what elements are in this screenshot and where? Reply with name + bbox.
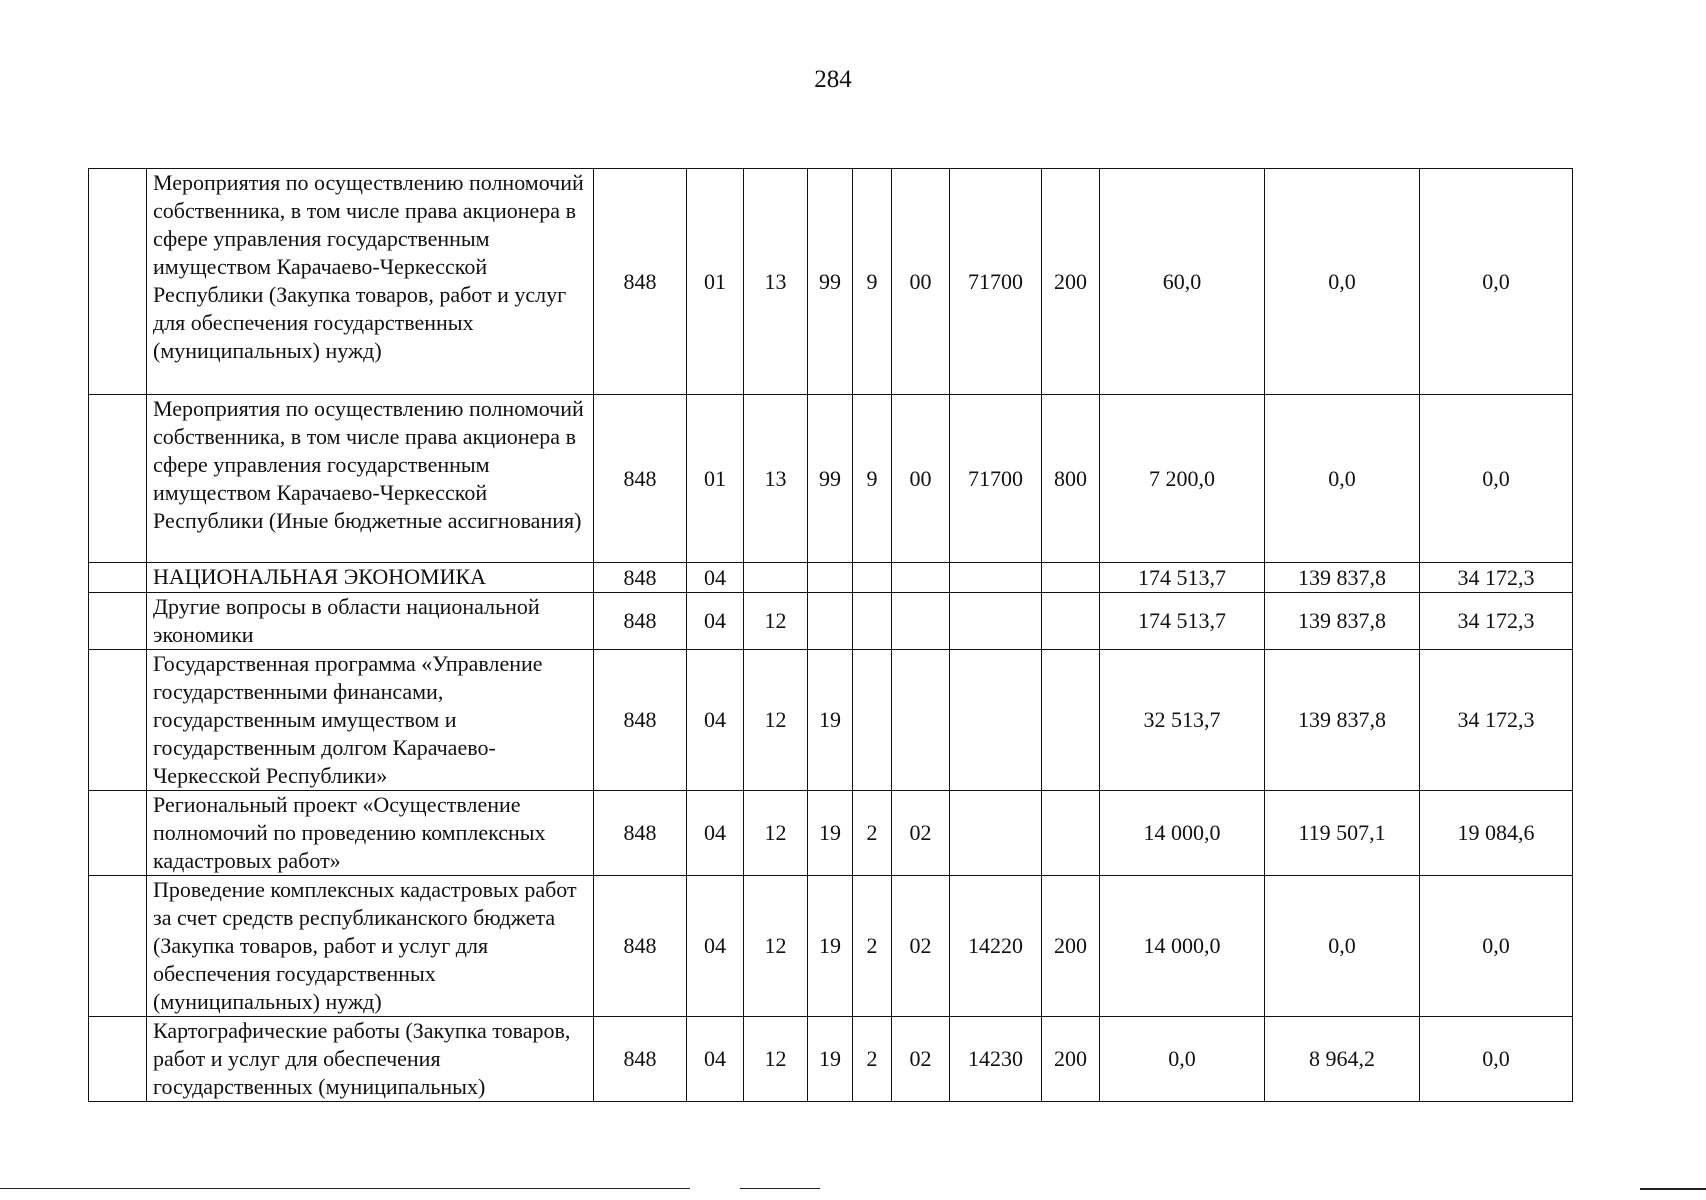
cell-event: 02	[892, 876, 950, 1017]
cell-ministry: 848	[594, 876, 687, 1017]
row-index-cell	[89, 650, 147, 791]
table-body	[89, 169, 1573, 1102]
row-index-cell	[89, 791, 147, 876]
cell-direction	[950, 650, 1042, 791]
cell-subprogram	[853, 593, 892, 650]
table-row	[89, 1017, 1573, 1102]
cell-event	[892, 593, 950, 650]
row-index-cell	[89, 876, 147, 1017]
cell-ministry: 848	[594, 593, 687, 650]
cell-section: 04	[687, 1017, 744, 1102]
table-row	[89, 650, 1573, 791]
cell-amount-3: 34 172,3	[1420, 650, 1573, 791]
table-row	[89, 563, 1573, 593]
cell-subprogram: 9	[853, 169, 892, 395]
budget-table	[88, 168, 1573, 1102]
cell-subsection: 12	[744, 1017, 808, 1102]
cell-expense-type: 200	[1042, 1017, 1100, 1102]
page-number: 284	[814, 66, 852, 93]
cell-event	[892, 563, 950, 593]
cell-subsection: 12	[744, 650, 808, 791]
cell-event: 02	[892, 791, 950, 876]
cell-expense-type	[1042, 791, 1100, 876]
cell-amount-2: 0,0	[1265, 876, 1420, 1017]
cell-subsection: 13	[744, 169, 808, 395]
cell-subprogram: 9	[853, 395, 892, 563]
cell-program	[808, 593, 853, 650]
cell-subsection: 12	[744, 876, 808, 1017]
cell-section: 04	[687, 563, 744, 593]
cell-ministry: 848	[594, 791, 687, 876]
cell-amount-1: 174 513,7	[1100, 593, 1265, 650]
cell-ministry: 848	[594, 563, 687, 593]
cell-event: 02	[892, 1017, 950, 1102]
cell-expense-type	[1042, 563, 1100, 593]
row-description: Региональный проект «Осуществление полномочий по проведению комплексных кадастровых работ»	[147, 791, 594, 876]
cell-amount-1: 174 513,7	[1100, 563, 1265, 593]
table-row	[89, 791, 1573, 876]
cell-expense-type	[1042, 650, 1100, 791]
cell-amount-3: 34 172,3	[1420, 593, 1573, 650]
cell-amount-1: 7 200,0	[1100, 395, 1265, 563]
cell-direction: 14220	[950, 876, 1042, 1017]
cell-amount-3: 0,0	[1420, 169, 1573, 395]
cell-amount-1: 60,0	[1100, 169, 1265, 395]
row-description: Картографические работы (Закупка товаров, работ и услуг для обеспечения государственных (муниципальных)	[147, 1017, 594, 1102]
cell-program: 19	[808, 650, 853, 791]
cell-amount-3: 0,0	[1420, 395, 1573, 563]
cell-amount-3: 34 172,3	[1420, 563, 1573, 593]
row-index-cell	[89, 563, 147, 593]
cell-subprogram	[853, 563, 892, 593]
cell-program: 99	[808, 169, 853, 395]
cell-amount-2: 139 837,8	[1265, 593, 1420, 650]
cell-amount-1: 32 513,7	[1100, 650, 1265, 791]
cell-event	[892, 650, 950, 791]
row-description: НАЦИОНАЛЬНАЯ ЭКОНОМИКА	[147, 563, 594, 593]
cell-subsection: 12	[744, 791, 808, 876]
cell-program: 99	[808, 395, 853, 563]
cell-expense-type: 800	[1042, 395, 1100, 563]
cell-section: 01	[687, 395, 744, 563]
cell-amount-2: 139 837,8	[1265, 650, 1420, 791]
row-description: Мероприятия по осуществлению полномочий собственника, в том числе права акционера в сфере управления государственным имуществом Карачаево-Черкесской Республики (Закупка товаров, работ и услуг для обеспечения государственных (муниципальных) нужд)	[147, 169, 594, 395]
cell-direction: 71700	[950, 395, 1042, 563]
cell-subprogram: 2	[853, 1017, 892, 1102]
cell-amount-2: 0,0	[1265, 169, 1420, 395]
table-row	[89, 876, 1573, 1017]
cell-ministry: 848	[594, 650, 687, 791]
cell-ministry: 848	[594, 395, 687, 563]
cell-program	[808, 563, 853, 593]
cell-amount-2: 8 964,2	[1265, 1017, 1420, 1102]
cell-section: 04	[687, 876, 744, 1017]
row-description: Государственная программа «Управление государственными финансами, государственным имуществом и государственным долгом Карачаево-Черкесской Республики»	[147, 650, 594, 791]
table-row	[89, 395, 1573, 563]
cell-direction	[950, 563, 1042, 593]
cell-program: 19	[808, 1017, 853, 1102]
cell-subprogram: 2	[853, 791, 892, 876]
cell-subprogram: 2	[853, 876, 892, 1017]
table-row	[89, 169, 1573, 395]
row-index-cell	[89, 593, 147, 650]
cell-section: 04	[687, 593, 744, 650]
cell-amount-2: 0,0	[1265, 395, 1420, 563]
scan-edge-line	[740, 1188, 820, 1189]
cell-amount-2: 119 507,1	[1265, 791, 1420, 876]
cell-subprogram	[853, 650, 892, 791]
cell-direction: 14230	[950, 1017, 1042, 1102]
cell-amount-1: 14 000,0	[1100, 791, 1265, 876]
table-row	[89, 593, 1573, 650]
cell-amount-2: 139 837,8	[1265, 563, 1420, 593]
row-index-cell	[89, 1017, 147, 1102]
scan-edge-line	[0, 1188, 690, 1189]
cell-expense-type: 200	[1042, 169, 1100, 395]
cell-direction: 71700	[950, 169, 1042, 395]
cell-direction	[950, 791, 1042, 876]
row-description: Мероприятия по осуществлению полномочий собственника, в том числе права акционера в сфере управления государственным имуществом Карачаево-Черкесской Республики (Иные бюджетные ассигнования)	[147, 395, 594, 563]
cell-event: 00	[892, 395, 950, 563]
cell-event: 00	[892, 169, 950, 395]
row-description: Другие вопросы в области национальной экономики	[147, 593, 594, 650]
cell-amount-3: 0,0	[1420, 876, 1573, 1017]
cell-program: 19	[808, 791, 853, 876]
cell-program: 19	[808, 876, 853, 1017]
scan-edge-line	[1640, 1188, 1706, 1190]
cell-amount-3: 19 084,6	[1420, 791, 1573, 876]
cell-expense-type	[1042, 593, 1100, 650]
cell-section: 01	[687, 169, 744, 395]
cell-amount-3: 0,0	[1420, 1017, 1573, 1102]
cell-ministry: 848	[594, 1017, 687, 1102]
cell-amount-1: 14 000,0	[1100, 876, 1265, 1017]
cell-subsection	[744, 563, 808, 593]
cell-subsection: 13	[744, 395, 808, 563]
cell-subsection: 12	[744, 593, 808, 650]
cell-ministry: 848	[594, 169, 687, 395]
cell-expense-type: 200	[1042, 876, 1100, 1017]
cell-section: 04	[687, 791, 744, 876]
row-description: Проведение комплексных кадастровых работ за счет средств республиканского бюджета (Закупка товаров, работ и услуг для обеспечения государственных (муниципальных) нужд)	[147, 876, 594, 1017]
row-index-cell	[89, 395, 147, 563]
cell-section: 04	[687, 650, 744, 791]
cell-amount-1: 0,0	[1100, 1017, 1265, 1102]
row-index-cell	[89, 169, 147, 395]
cell-direction	[950, 593, 1042, 650]
